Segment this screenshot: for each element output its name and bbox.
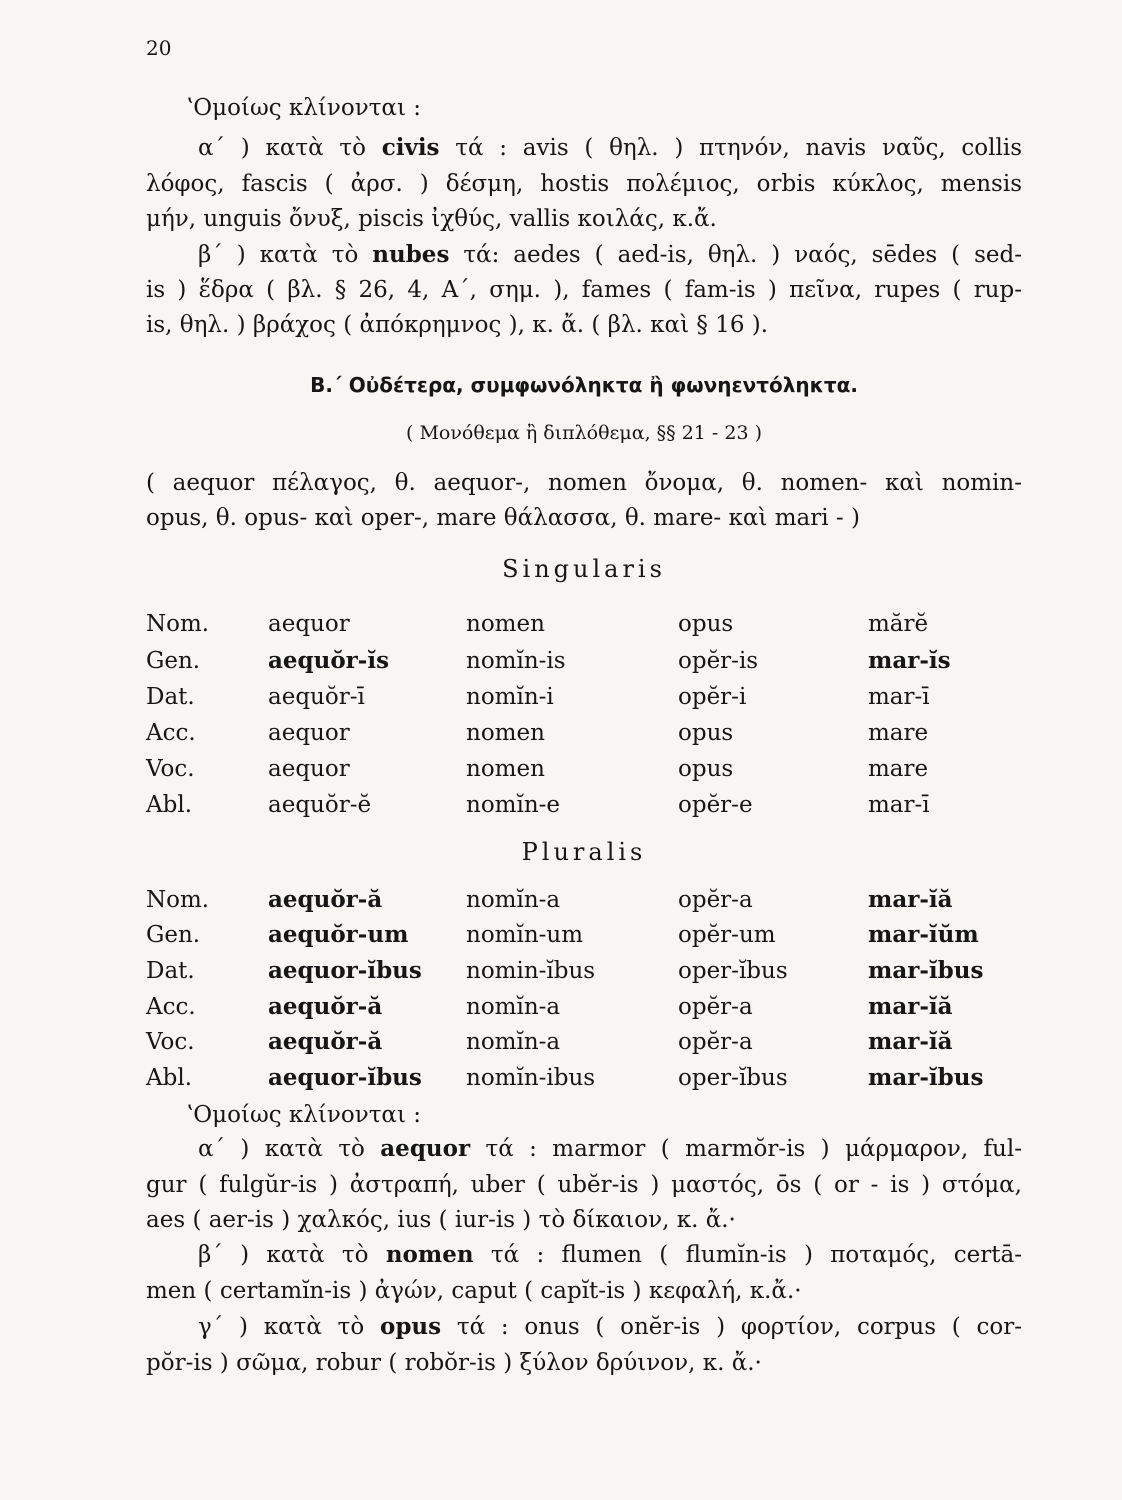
aequor-form: aequŏr-ĕ: [268, 792, 372, 818]
nomen-form: nomĭn-um: [466, 922, 584, 948]
mare-form: mărĕ: [868, 611, 929, 637]
mare-form: mar-ī: [868, 792, 930, 818]
aequor-form: aequor: [268, 611, 350, 637]
case-label: Abl.: [146, 1065, 192, 1091]
text-line: β΄ ) κατὰ τὸ nomen τά : flumen ( flumĭn-is ) ποταμός, certā-: [198, 1241, 1023, 1268]
mare-form: mar-ĭă: [868, 993, 953, 1020]
table-row: [146, 919, 1022, 951]
text-line: λόφος, fascis ( ἀρσ. ) δέσμη, hostis πολέμιος, orbis κύκλος, mensis: [146, 171, 1022, 197]
text-line: α΄ ) κατὰ τὸ civis τά : avis ( θηλ. ) πτηνόν, navis ναῦς, collis: [198, 134, 1022, 161]
nomen-form: nomĭn-ibus: [466, 1065, 596, 1091]
text-line: β΄ ) κατὰ τὸ nubes τά: aedes ( aed-is, θηλ. ) ναός, sēdes ( sed-: [198, 241, 1022, 268]
nomen-form: nomĭn-e: [466, 792, 561, 818]
mare-form: mar-ĭbus: [868, 1064, 984, 1091]
opus-form: opĕr-a: [678, 994, 753, 1020]
aequor-form: aequŏr-ă: [268, 886, 383, 913]
pluralis-label: Pluralis: [521, 838, 647, 866]
text-line: ( aequor πέλαγος, θ. aequor-, nomen ὄνομα, θ. nomen- καὶ nomin-: [146, 470, 1022, 496]
case-label: Dat.: [146, 958, 195, 984]
table-row: [146, 753, 1022, 785]
table-row: [146, 1062, 1022, 1094]
nomen-form: nomen: [466, 720, 545, 746]
nomen-form: nomen: [466, 611, 545, 637]
nomen-form: nomĭn-a: [466, 994, 561, 1020]
text-line: opus, θ. opus- καὶ oper-, mare θάλασσα, θ. mare- καὶ mari - ): [146, 505, 860, 531]
section-heading: Β.΄ Οὐδέτερα, συμφωνόληκτα ἢ φωνηεντόληκτα.: [310, 373, 858, 397]
text-line: men ( certamĭn-is ) ἀγών, caput ( capĭt-is ) κεφαλή, κ.ἄ.·: [146, 1278, 802, 1304]
mare-form: mar-ĭbus: [868, 957, 984, 984]
aequor-form: aequŏr-ĭs: [268, 647, 390, 674]
table-row: [146, 717, 1022, 749]
opus-form: opĕr-a: [678, 1029, 753, 1055]
nomen-form: nomin-ĭbus: [466, 958, 596, 984]
opus-form: opĕr-i: [678, 684, 747, 710]
table-row: [146, 991, 1022, 1023]
opus-form: opus: [678, 611, 734, 637]
case-label: Nom.: [146, 611, 210, 637]
mare-form: mare: [868, 720, 929, 746]
similarly-declined-intro: ʽΟμοίως κλίνονται :: [186, 1102, 422, 1128]
text-line: aes ( aer-is ) χαλκός, ius ( iur-is ) τὸ δίκαιον, κ. ἄ.·: [146, 1207, 736, 1233]
mare-form: mar-ĭă: [868, 886, 953, 913]
singularis-label: Singularis: [502, 555, 666, 583]
opus-form: opĕr-is: [678, 648, 759, 674]
text-line: is ) ἕδρα ( βλ. § 26, 4, Α΄, σημ. ), fames ( fam-is ) πεῖνα, rupes ( rup-: [146, 277, 1022, 303]
case-label: Voc.: [146, 1029, 195, 1055]
case-label: Acc.: [146, 720, 196, 746]
case-label: Acc.: [146, 994, 196, 1020]
opus-form: opus: [678, 720, 734, 746]
text-line: pŏr-is ) σῶμα, robur ( robŏr-is ) ξύλον δρύινον, κ. ἄ.·: [146, 1350, 762, 1376]
mare-form: mar-ĭŭm: [868, 921, 979, 948]
opus-form: oper-ĭbus: [678, 1065, 788, 1091]
mare-form: mar-ĭs: [868, 647, 951, 674]
mare-form: mare: [868, 756, 929, 782]
mare-form: mar-ī: [868, 684, 930, 710]
case-label: Abl.: [146, 792, 192, 818]
text-line: α΄ ) κατὰ τὸ aequor τά : marmor ( marmŏr-is ) μάρμαρον, ful-: [198, 1135, 1022, 1162]
aequor-form: aequor-ĭbus: [268, 957, 422, 984]
opus-form: opĕr-e: [678, 792, 753, 818]
section-subheading: ( Μονόθεμα ἢ διπλόθεμα, §§ 21 - 23 ): [406, 422, 762, 444]
case-label: Gen.: [146, 648, 201, 674]
case-label: Dat.: [146, 684, 195, 710]
opus-form: oper-ĭbus: [678, 958, 788, 984]
similarly-declined-intro: ʽΟμοίως κλίνονται :: [186, 95, 422, 121]
nomen-form: nomĭn-a: [466, 1029, 561, 1055]
aequor-form: aequŏr-ă: [268, 993, 383, 1020]
table-row: [146, 645, 1022, 677]
aequor-form: aequŏr-ă: [268, 1028, 383, 1055]
nomen-form: nomĭn-i: [466, 684, 554, 710]
text-line: gur ( fulgŭr-is ) ἀστραπή, uber ( ubĕr-is ) μαστός, ōs ( or - is ) στόμα,: [146, 1172, 1022, 1198]
table-row: [146, 789, 1022, 821]
page-number: 20: [146, 36, 172, 60]
aequor-form: aequor-ĭbus: [268, 1064, 422, 1091]
opus-form: opĕr-um: [678, 922, 776, 948]
text-line: μήν, unguis ὄνυξ, piscis ἰχθύς, vallis κοιλάς, κ.ἄ.: [146, 206, 717, 232]
opus-form: opĕr-a: [678, 887, 753, 913]
aequor-form: aequor: [268, 756, 350, 782]
case-label: Gen.: [146, 922, 201, 948]
aequor-form: aequor: [268, 720, 350, 746]
table-row: [146, 955, 1022, 987]
nomen-form: nomĭn-a: [466, 887, 561, 913]
aequor-form: aequŏr-ī: [268, 684, 365, 710]
case-label: Nom.: [146, 887, 210, 913]
table-row: [146, 681, 1022, 713]
aequor-form: aequŏr-um: [268, 921, 409, 948]
opus-form: opus: [678, 756, 734, 782]
mare-form: mar-ĭă: [868, 1028, 953, 1055]
nomen-form: nomĭn-is: [466, 648, 566, 674]
text-line: γ΄ ) κατὰ τὸ opus τά : onus ( onĕr-is ) φορτίον, corpus ( cor-: [198, 1313, 1023, 1340]
table-row: [146, 608, 1022, 640]
text-line: is, θηλ. ) βράχος ( ἀπόκρημνος ), κ. ἄ. ( βλ. καὶ § 16 ).: [146, 312, 769, 338]
nomen-form: nomen: [466, 756, 545, 782]
table-row: [146, 884, 1022, 916]
case-label: Voc.: [146, 756, 195, 782]
table-row: [146, 1026, 1022, 1058]
